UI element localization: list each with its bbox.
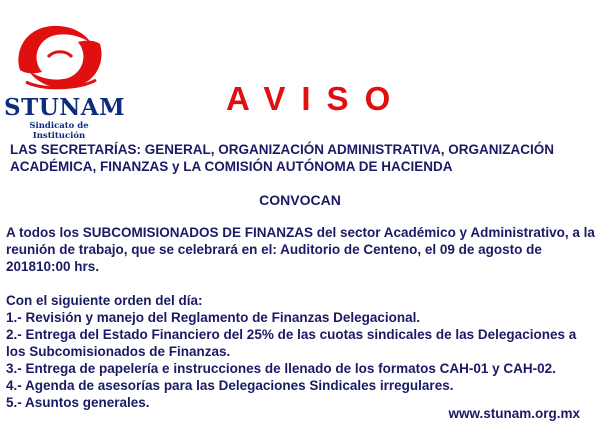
agenda-item: 5.- Asuntos generales. (6, 395, 150, 410)
logo-name: STUNAM (4, 94, 126, 121)
website-link[interactable]: www.stunam.org.mx (448, 406, 580, 421)
stunam-emblem-icon (12, 20, 108, 94)
stunam-logo (4, 20, 126, 141)
logo-subtitle: Sindicato de Institución (29, 121, 89, 141)
agenda-item: 1.- Revisión y manejo del Reglamento de Finanzas Delegacional. (6, 310, 421, 325)
agenda-item: 4.- Agenda de asesorías para las Delegaciones Sindicales irregulares. (6, 378, 454, 393)
secretarias-line: LAS SECRETARÍAS: GENERAL, ORGANIZACIÓN ADMINISTRATIVA, ORGANIZACIÓN ACADÉMICA, FINANZAS y LA COMISIÓN AUTÓNOMA DE HACIENDA (10, 142, 554, 174)
convocan-heading: CONVOCAN (259, 192, 341, 208)
agenda-item: 2.- Entrega del Estado Financiero del 25% de las cuotas sindicales de las Delegaciones a los Subcomisionados de Finanzas. (6, 327, 577, 359)
agenda-heading: Con el siguiente orden del día: (6, 293, 203, 308)
page-title: AVISO (226, 80, 407, 117)
invitation-paragraph: A todos los SUBCOMISIONADOS DE FINANZAS del sector Académico y Administrativo, a la reunión de trabajo, que se celebrará en el: Auditorio de Centeno, el 09 de agosto de 201810:00 hrs. (6, 225, 595, 274)
agenda-item: 3.- Entrega de papelería e instrucciones de llenado de los formatos CAH-01 y CAH-02. (6, 361, 556, 376)
agenda-list (6, 309, 598, 411)
